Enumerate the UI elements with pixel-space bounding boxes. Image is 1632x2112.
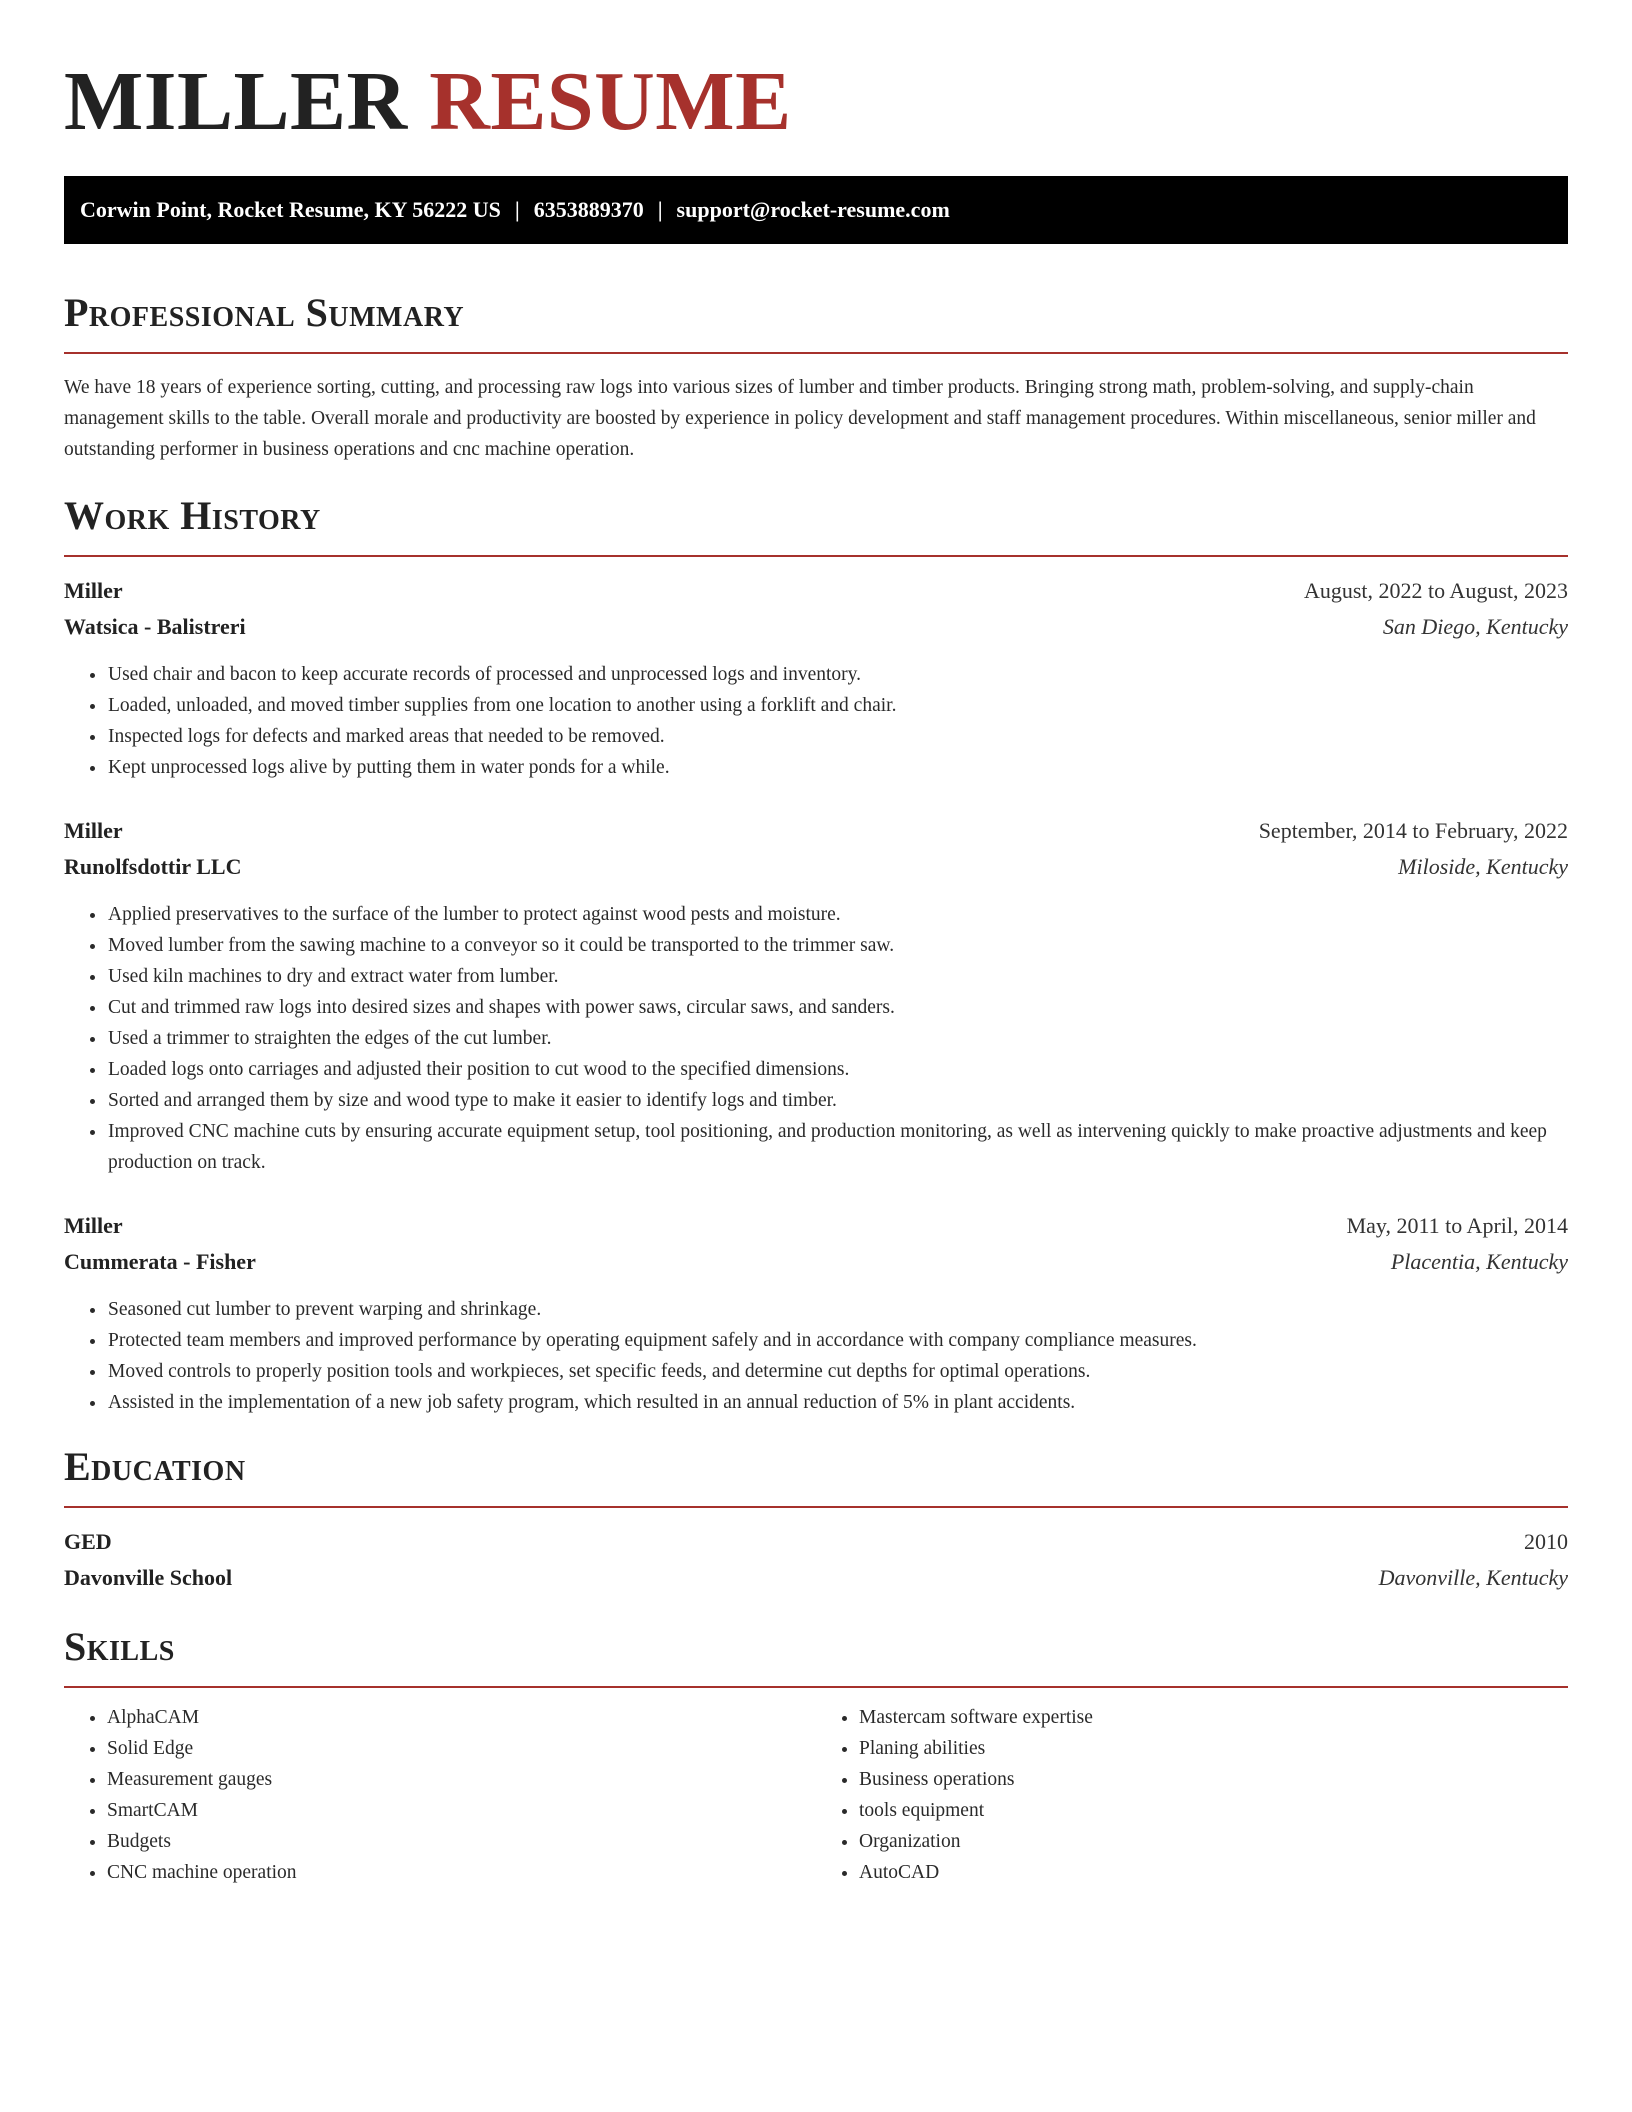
section-divider [64, 1686, 1568, 1688]
job-header-row [64, 813, 1568, 849]
education-school-row [64, 1560, 1568, 1596]
education-degree: GED [64, 1529, 112, 1554]
education-school: Davonville School [64, 1565, 233, 1590]
summary-section [64, 288, 1568, 465]
education-section [64, 1442, 1568, 1596]
list-item: • Improved CNC machine cuts by ensuring accurate equipment setup, tool positioning, and production monitoring, as well as intervening quickly to make proactive adjustments and keep production on track. [107, 1116, 1568, 1178]
summary-text: We have 18 years of experience sorting, cutting, and processing raw logs into various sizes of lumber and timber products. Bringing strong math, problem-solving, and supply-chain management skills to the table. Overall morale and productivity are boosted by experience in policy development and staff management procedures. Within miscellaneous, senior miller and outstanding performer in business operations and cnc machine operation. [64, 377, 1536, 460]
job-bullets [64, 659, 1568, 783]
job-company: Runolfsdottir LLC [64, 854, 242, 879]
education-header-row [64, 1524, 1568, 1560]
list-item: • Moved controls to properly position tools and workpieces, set specific feeds, and determine cut depths for optimal operations. [107, 1356, 1568, 1387]
list-item: • Loaded, unloaded, and moved timber supplies from one location to another using a forklift and chair. [107, 690, 1568, 721]
list-item: • Cut and trimmed raw logs into desired sizes and shapes with power saws, circular saws, and sanders. [107, 992, 1568, 1023]
contact-address: Corwin Point, Rocket Resume, KY 56222 US [80, 197, 501, 222]
work-history-section [64, 491, 1568, 1418]
job-role: Miller [64, 578, 123, 603]
section-title-summary: Professional Summary [64, 290, 465, 335]
contact-separator: | [514, 197, 520, 222]
job-entry [64, 813, 1568, 1178]
job-bullets [64, 899, 1568, 1178]
list-item: • Used a trimmer to straighten the edges of the cut lumber. [107, 1023, 1568, 1054]
contact-bar [64, 176, 1568, 244]
education-year: 2010 [1524, 1529, 1568, 1554]
title-name: MILLER [64, 55, 408, 148]
skills-list-left [64, 1702, 816, 1888]
job-location: San Diego, Kentucky [1382, 614, 1568, 639]
job-dates: September, 2014 to February, 2022 [1258, 818, 1568, 843]
section-title-education: Education [64, 1444, 246, 1489]
job-location: Miloside, Kentucky [1398, 854, 1568, 879]
section-title-work: Work History [64, 493, 321, 538]
resume-page [64, 0, 1568, 1888]
skill-item: • SmartCAM [107, 1795, 816, 1826]
resume-title [64, 0, 1568, 148]
job-role: Miller [64, 1213, 123, 1238]
contact-separator: | [657, 197, 663, 222]
list-item: • Assisted in the implementation of a new job safety program, which resulted in an annual reduction of 5% in plant accidents. [107, 1387, 1568, 1418]
section-divider [64, 555, 1568, 557]
job-dates: August, 2022 to August, 2023 [1303, 578, 1568, 603]
education-entry [64, 1524, 1568, 1596]
list-item: • Moved lumber from the sawing machine to a conveyor so it could be transported to the trimmer saw. [107, 930, 1568, 961]
job-company: Cummerata - Fisher [64, 1249, 256, 1274]
job-company-row [64, 1244, 1568, 1280]
job-company-row [64, 609, 1568, 645]
job-location: Placentia, Kentucky [1390, 1249, 1568, 1274]
education-location: Davonville, Kentucky [1378, 1565, 1568, 1590]
skill-item: • Planing abilities [859, 1733, 1568, 1764]
job-bullets [64, 1294, 1568, 1418]
title-resume: RESUME [429, 55, 792, 148]
list-item: • Sorted and arranged them by size and wood type to make it easier to identify logs and timber. [107, 1085, 1568, 1116]
skill-item: • Organization [859, 1826, 1568, 1857]
skill-item: • Solid Edge [107, 1733, 816, 1764]
skills-list-right [816, 1702, 1568, 1888]
skills-section [64, 1622, 1568, 1888]
skill-item: • CNC machine operation [107, 1857, 816, 1888]
section-divider [64, 1506, 1568, 1508]
list-item: • Used chair and bacon to keep accurate records of processed and unprocessed logs and inventory. [107, 659, 1568, 690]
skill-item: • Business operations [859, 1764, 1568, 1795]
list-item: • Protected team members and improved performance by operating equipment safely and in accordance with company compliance measures. [107, 1325, 1568, 1356]
job-role: Miller [64, 818, 123, 843]
job-company: Watsica - Balistreri [64, 614, 246, 639]
skill-item: • Budgets [107, 1826, 816, 1857]
job-dates: May, 2011 to April, 2014 [1346, 1213, 1568, 1238]
contact-email[interactable]: support@rocket-resume.com [676, 197, 950, 222]
skills-columns [64, 1702, 1568, 1888]
skill-item: • Measurement gauges [107, 1764, 816, 1795]
job-entry [64, 1208, 1568, 1418]
list-item: • Applied preservatives to the surface of the lumber to protect against wood pests and moisture. [107, 899, 1568, 930]
list-item: • Seasoned cut lumber to prevent warping and shrinkage. [107, 1294, 1568, 1325]
job-header-row [64, 573, 1568, 609]
job-entry [64, 573, 1568, 783]
section-divider [64, 352, 1568, 354]
job-company-row [64, 849, 1568, 885]
skill-item: • AutoCAD [859, 1857, 1568, 1888]
skill-item: • Mastercam software expertise [859, 1702, 1568, 1733]
list-item: • Kept unprocessed logs alive by putting them in water ponds for a while. [107, 752, 1568, 783]
contact-phone[interactable]: 6353889370 [533, 197, 644, 222]
job-header-row [64, 1208, 1568, 1244]
skill-item: • AlphaCAM [107, 1702, 816, 1733]
list-item: • Used kiln machines to dry and extract water from lumber. [107, 961, 1568, 992]
list-item: • Loaded logs onto carriages and adjusted their position to cut wood to the specified dimensions. [107, 1054, 1568, 1085]
list-item: • Inspected logs for defects and marked areas that needed to be removed. [107, 721, 1568, 752]
section-title-skills: Skills [64, 1624, 175, 1669]
skill-item: • tools equipment [859, 1795, 1568, 1826]
